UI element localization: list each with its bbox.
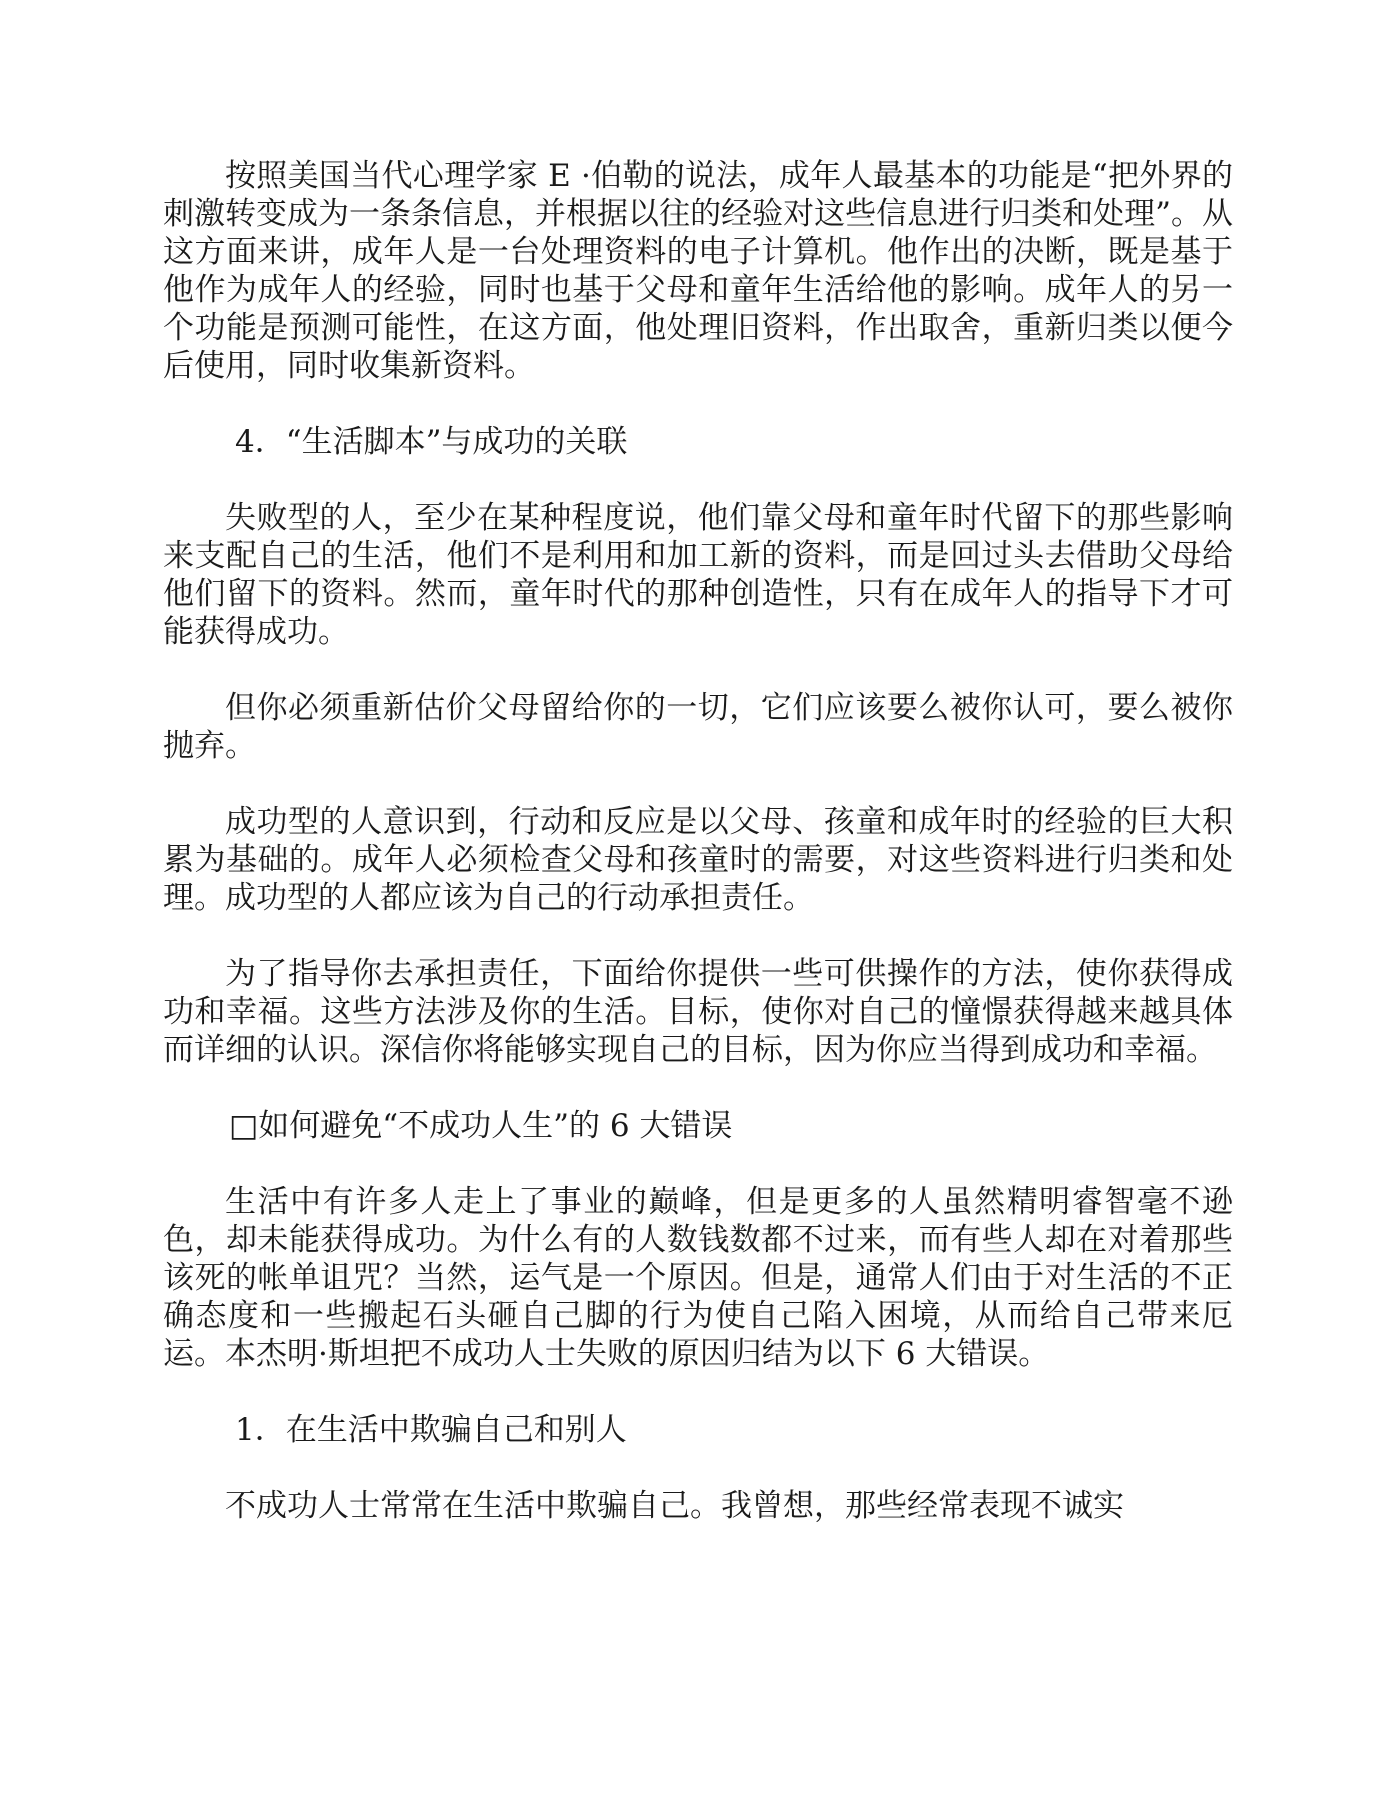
section-heading-self-deception: 1．在生活中欺骗自己和别人 bbox=[235, 1412, 627, 1448]
paragraph-self-deception: 不成功人士常常在生活中欺骗自己。我曾想，那些经常表现不诚实 bbox=[225, 1488, 1124, 1524]
paragraph-success-type: 成功型的人意识到，行动和反应是以父母、孩童和成年时的经验的巨大积累为基础的。成年人必须检查父母和孩童时的需要，对这些资料进行归类和处理。成功型的人都应该为自己的行动承担责任。 bbox=[163, 804, 1233, 916]
paragraph-why-unsuccessful: 生活中有许多人走上了事业的巅峰，但是更多的人虽然精明睿智毫不逊色，却未能获得成功。为什么有的人数钱数都不过来，而有些人却在对着那些该死的帐单诅咒？当然，运气是一个原因。但是，通常人们由于对生活的不正确态度和一些搬起石头砸自己脚的行为使自己陷入困境，从而给自己带来厄运。本杰明·斯坦把不成功人士失败的原因归结为以下 6 大错误。 bbox=[163, 1184, 1233, 1372]
document-body bbox=[163, 157, 1233, 1525]
paragraph-reassess-parents: 但你必须重新估价父母留给你的一切，它们应该要么被你认可，要么被你抛弃。 bbox=[163, 690, 1233, 764]
paragraph-failure-type: 失败型的人，至少在某种程度说，他们靠父母和童年时代留下的那些影响来支配自己的生活，他们不是利用和加工新的资料，而是回过头去借助父母给他们留下的资料。然而，童年时代的那种创造性，只有在成年人的指导下才可能获得成功。 bbox=[163, 500, 1233, 650]
paragraph-adult-function: 按照美国当代心理学家 E ·伯勒的说法，成年人最基本的功能是“把外界的刺激转变成为一条条信息，并根据以往的经验对这些信息进行归类和处理”。从这方面来讲，成年人是一台处理资料的电子计算机。他作出的决断，既是基于他作为成年人的经验，同时也基于父母和童年生活给他的影响。成年人的另一个功能是预测可能性，在这方面，他处理旧资料，作出取舍，重新归类以便今后使用，同时收集新资料。 bbox=[163, 158, 1233, 384]
section-heading-six-mistakes: □如何避免“不成功人生”的 6 大错误 bbox=[229, 1108, 733, 1144]
section-heading-life-script: 4．“生活脚本”与成功的关联 bbox=[235, 424, 628, 460]
paragraph-take-responsibility: 为了指导你去承担责任，下面给你提供一些可供操作的方法，使你获得成功和幸福。这些方法涉及你的生活。目标，使你对自己的憧憬获得越来越具体而详细的认识。深信你将能够实现自己的目标，因为你应当得到成功和幸福。 bbox=[163, 956, 1233, 1068]
